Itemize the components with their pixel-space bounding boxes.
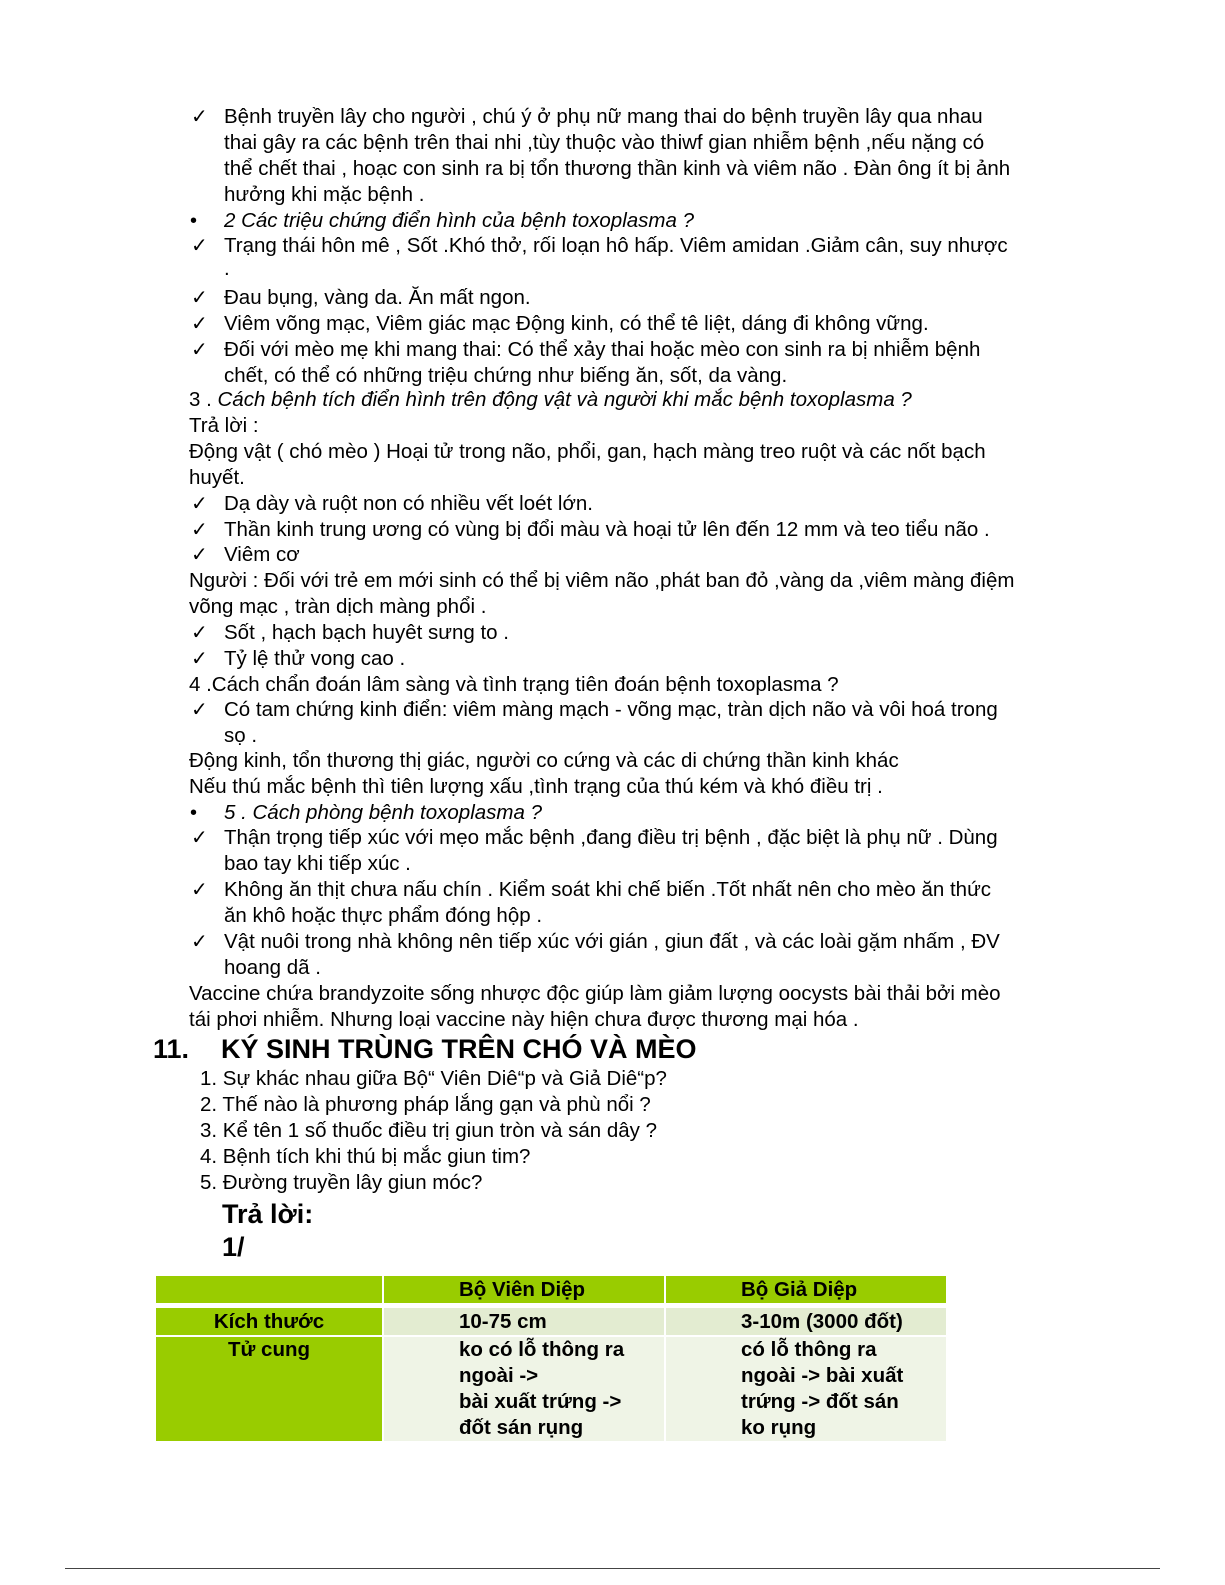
check-icon: ✓	[191, 313, 208, 335]
list-item: Có tam chứng kinh điển: viêm màng mạch - võng mạc, tràn dịch não và vôi hoá trong	[224, 698, 998, 721]
intro-line: Bệnh truyền lây cho người , chú ý ở phụ nữ mang thai do bệnh truyền lây qua nhau	[224, 105, 983, 128]
list-item: Đối với mèo mẹ khi mang thai: Có thể xảy thai hoặc mèo con sinh ra bị nhiễm bệnh	[224, 338, 981, 361]
list-item: Không ăn thịt chưa nấu chín . Kiểm soát khi chế biến .Tốt nhất nên cho mèo ăn thức	[224, 878, 992, 901]
intro-line: hưởng khi mặc bệnh .	[224, 183, 425, 206]
cell-text: có lỗ thông ra	[741, 1338, 877, 1361]
table-cell	[382, 1308, 664, 1335]
header-gia-diep: Bộ Giả Diệp	[741, 1278, 858, 1301]
question-3-text: Cách bệnh tích điển hình trên động vật và người khi mắc bệnh toxoplasma ?	[217, 388, 912, 411]
check-icon: ✓	[191, 519, 208, 541]
section-title: KÝ SINH TRÙNG TRÊN CHÓ VÀ MÈO	[221, 1034, 697, 1064]
list-item: Sốt , hạch bạch huyêt sưng to .	[224, 621, 509, 644]
table-cell	[664, 1308, 946, 1335]
cell-text: ngoài -> bài xuất	[741, 1364, 904, 1387]
check-icon: ✓	[191, 648, 208, 670]
check-icon: ✓	[191, 622, 208, 644]
q4-text: Nếu thú mắc bệnh thì tiên lượng xấu ,tình trạng của thú kém và khó điều trị .	[189, 775, 883, 798]
table-cell	[382, 1335, 664, 1441]
check-icon: ✓	[191, 699, 208, 721]
cell-text: trứng -> đốt sán	[741, 1390, 899, 1413]
answer-number: 1/	[222, 1232, 245, 1262]
row-label: Kích thước	[156, 1308, 382, 1335]
human-text: Người : Đối với trẻ em mới sinh có thể bị viêm não ,phát ban đỏ ,vàng da ,viêm màng điệm	[189, 569, 1015, 592]
list-item-cont: hoang dã .	[224, 956, 321, 979]
row-label: Tử cung	[156, 1335, 382, 1441]
list-item: Thận trọng tiếp xúc với mẹo mắc bệnh ,đang điều trị bệnh , đặc biệt là phụ nữ . Dùng	[224, 826, 998, 849]
cell-text: đốt sán rụng	[459, 1416, 584, 1439]
answer-label: Trả lời :	[189, 414, 259, 437]
page-divider	[65, 1568, 1160, 1569]
question-2: 2 Các triệu chứng điển hình của bệnh toxoplasma ?	[224, 209, 694, 232]
list-item: Viêm võng mạc, Viêm giác mạc Động kinh, có thể tê liệt, dáng đi không vững.	[224, 312, 929, 335]
answer-heading: Trả lời:	[222, 1199, 314, 1229]
list-item: 4. Bệnh tích khi thú bị mắc giun tim?	[200, 1145, 531, 1168]
check-icon: ✓	[191, 106, 208, 128]
list-item-cont: ăn khô hoặc thực phẩm đóng hộp .	[224, 904, 543, 927]
table-header-row	[156, 1276, 946, 1303]
table-row	[156, 1335, 946, 1441]
cell-text: 10-75 cm	[459, 1310, 547, 1333]
list-item: 2. Thế nào là phương pháp lắng gạn và phù nổi ?	[200, 1093, 651, 1116]
question-5: 5 . Cách phòng bệnh toxoplasma ?	[224, 801, 542, 824]
cell-text: 3-10m (3000 đốt)	[741, 1310, 903, 1333]
check-icon: ✓	[191, 931, 208, 953]
check-icon: ✓	[191, 339, 208, 361]
table-header-cell	[382, 1276, 664, 1303]
cell-text: ngoài ->	[459, 1364, 539, 1387]
list-item-cont: .	[224, 257, 230, 280]
human-text: võng mạc , tràn dịch màng phổi .	[189, 595, 487, 618]
list-item: 5. Đường truyền lây giun móc?	[200, 1171, 483, 1194]
animal-text: huyết.	[189, 466, 245, 489]
table-row	[156, 1308, 946, 1335]
cell-text: ko rụng	[741, 1416, 817, 1439]
animal-text: Động vật ( chó mèo ) Hoại tử trong não, phổi, gan, hạch màng treo ruột và các nốt bạch	[189, 440, 986, 463]
intro-line: thể chết thai , hoạc con sinh ra bị tổn thương thần kinh và viêm não . Đàn ông ít bị ảnh	[224, 157, 1011, 180]
bullet-icon: •	[190, 802, 198, 824]
list-item: Dạ dày và ruột non có nhiều vết loét lớn.	[224, 492, 593, 515]
header-vien-diep: Bộ Viên Diệp	[459, 1278, 586, 1301]
question-3	[189, 387, 912, 413]
list-item: Viêm cơ	[224, 543, 300, 566]
list-item: Thần kinh trung ương có vùng bị đổi màu và hoại tử lên đến 12 mm và teo tiểu não .	[224, 518, 990, 541]
question-3-number: 3 .	[189, 388, 218, 411]
check-icon: ✓	[191, 879, 208, 901]
q4-text: Động kinh, tổn thương thị giác, người co cứng và các di chứng thần kinh khác	[189, 749, 899, 772]
list-item: Trạng thái hôn mê , Sốt .Khó thở, rối loạn hô hấp. Viêm amidan .Giảm cân, suy nhược	[224, 234, 1008, 257]
check-icon: ✓	[191, 493, 208, 515]
list-item: Tỷ lệ thử vong cao .	[224, 647, 406, 670]
list-item: Đau bụng, vàng da. Ăn mất ngon.	[224, 286, 531, 309]
intro-line: thai gây ra các bệnh trên thai nhi ,tùy thuộc vào thiwf gian nhiễm bệnh ,nếu nặng có	[224, 131, 985, 154]
cell-text: ko có lỗ thông ra	[459, 1338, 625, 1361]
table-header-cell	[664, 1276, 946, 1303]
check-icon: ✓	[191, 827, 208, 849]
list-item: Vật nuôi trong nhà không nên tiếp xúc với gián , giun đất , và các loài gặm nhấm , ĐV	[224, 930, 1000, 953]
list-item-cont: bao tay khi tiếp xúc .	[224, 852, 411, 875]
table-header-cell	[156, 1276, 382, 1303]
section-number: 11.	[153, 1034, 190, 1064]
cell-text: bài xuất trứng ->	[459, 1390, 622, 1413]
table-cell	[664, 1335, 946, 1441]
list-item: 1. Sự khác nhau giữa Bộ“ Viên Diê“p và Giả Diê“p?	[200, 1067, 667, 1090]
list-item-cont: sọ .	[224, 724, 258, 747]
vaccine-text: tái phơi nhiễm. Nhưng loại vaccine này hiện chưa được thương mại hóa .	[189, 1008, 859, 1031]
list-item: 3. Kể tên 1 số thuốc điều trị giun tròn và sán dây ?	[200, 1119, 657, 1142]
check-icon: ✓	[191, 235, 208, 257]
list-item-cont: chết, có thể có những triệu chứng như biếng ăn, sốt, da vàng.	[224, 364, 788, 387]
section-heading	[153, 1032, 697, 1066]
check-icon: ✓	[191, 544, 208, 566]
check-icon: ✓	[191, 287, 208, 309]
vaccine-text: Vaccine chứa brandyzoite sống nhược độc giúp làm giảm lượng oocysts bài thải bởi mèo	[189, 982, 1001, 1005]
bullet-icon: •	[190, 210, 198, 232]
question-4: 4 .Cách chẩn đoán lâm sàng và tình trạng tiên đoán bệnh toxoplasma ?	[189, 673, 839, 696]
comparison-table	[156, 1276, 946, 1441]
